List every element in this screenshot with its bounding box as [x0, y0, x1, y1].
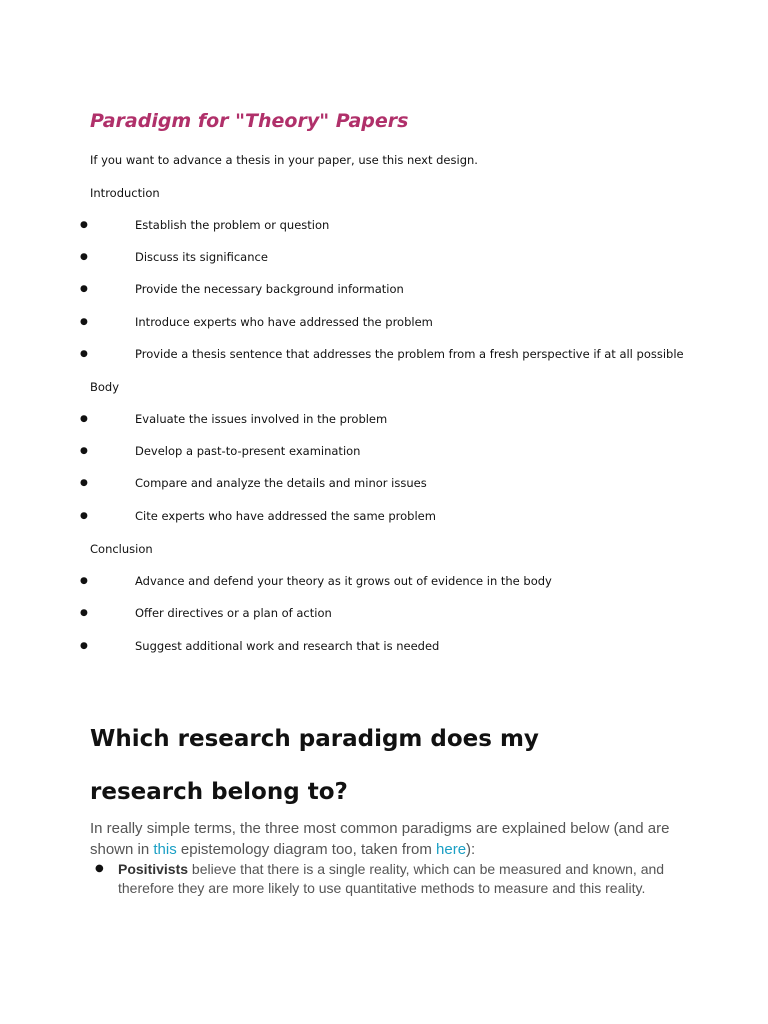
bullet-icon: ●: [80, 576, 88, 586]
positivists-term: Positivists: [118, 861, 189, 877]
list-item: ● Suggest additional work and research that is needed: [80, 639, 440, 653]
theory-intro: If you want to advance a thesis in your paper, use this next design.: [90, 153, 478, 167]
bullet-icon: ●: [80, 349, 88, 359]
section-heading-body: Body: [90, 380, 120, 394]
bullet-icon: ●: [80, 641, 88, 651]
this-link[interactable]: this: [153, 841, 177, 858]
bullet-icon: ●: [80, 511, 88, 521]
bullet-icon: ●: [95, 863, 104, 874]
here-link[interactable]: here: [436, 841, 467, 858]
bullet-icon: ●: [80, 220, 88, 230]
section-heading-conclusion: Conclusion: [90, 542, 153, 556]
list-item: ● Evaluate the issues involved in the problem: [80, 412, 388, 426]
list-item: ● Offer directives or a plan of action: [80, 606, 332, 620]
list-item: ● Provide the necessary background information: [80, 282, 404, 296]
bullet-icon: ●: [80, 608, 88, 618]
theory-title: Paradigm for "Theory" Papers: [90, 110, 409, 132]
section-heading-introduction: Introduction: [90, 186, 160, 200]
positivists-item: Positivists believe that there is a single reality, which can be measured and known, and therefore they are more likely to use quantitative methods to measure and this reality.: [118, 861, 665, 896]
bullet-icon: ●: [80, 284, 88, 294]
list-item: ● Establish the problem or question: [80, 218, 330, 232]
list-item: ● Cite experts who have addressed the same problem: [80, 509, 436, 523]
bullet-icon: ●: [80, 252, 88, 262]
list-item: ● Discuss its significance: [80, 250, 268, 264]
bullet-icon: ●: [80, 446, 88, 456]
bullet-icon: ●: [80, 414, 88, 424]
list-item: ● Introduce experts who have addressed the problem: [80, 315, 433, 329]
list-item: ● Provide a thesis sentence that addresses the problem from a fresh perspective if at all possible: [80, 347, 684, 361]
bullet-icon: ●: [80, 478, 88, 488]
list-item: ● Compare and analyze the details and minor issues: [80, 476, 427, 490]
research-intro: In really simple terms, the three most common paradigms are explained below (and are shown in this epistemology diagram too, taken from here):: [90, 820, 670, 858]
research-heading-line2: research belong to?: [90, 779, 348, 805]
bullet-icon: ●: [80, 317, 88, 327]
list-item: ● Advance and defend your theory as it grows out of evidence in the body: [80, 574, 552, 588]
research-heading-line1: Which research paradigm does my: [90, 726, 539, 752]
list-item: ● Develop a past-to-present examination: [80, 444, 361, 458]
